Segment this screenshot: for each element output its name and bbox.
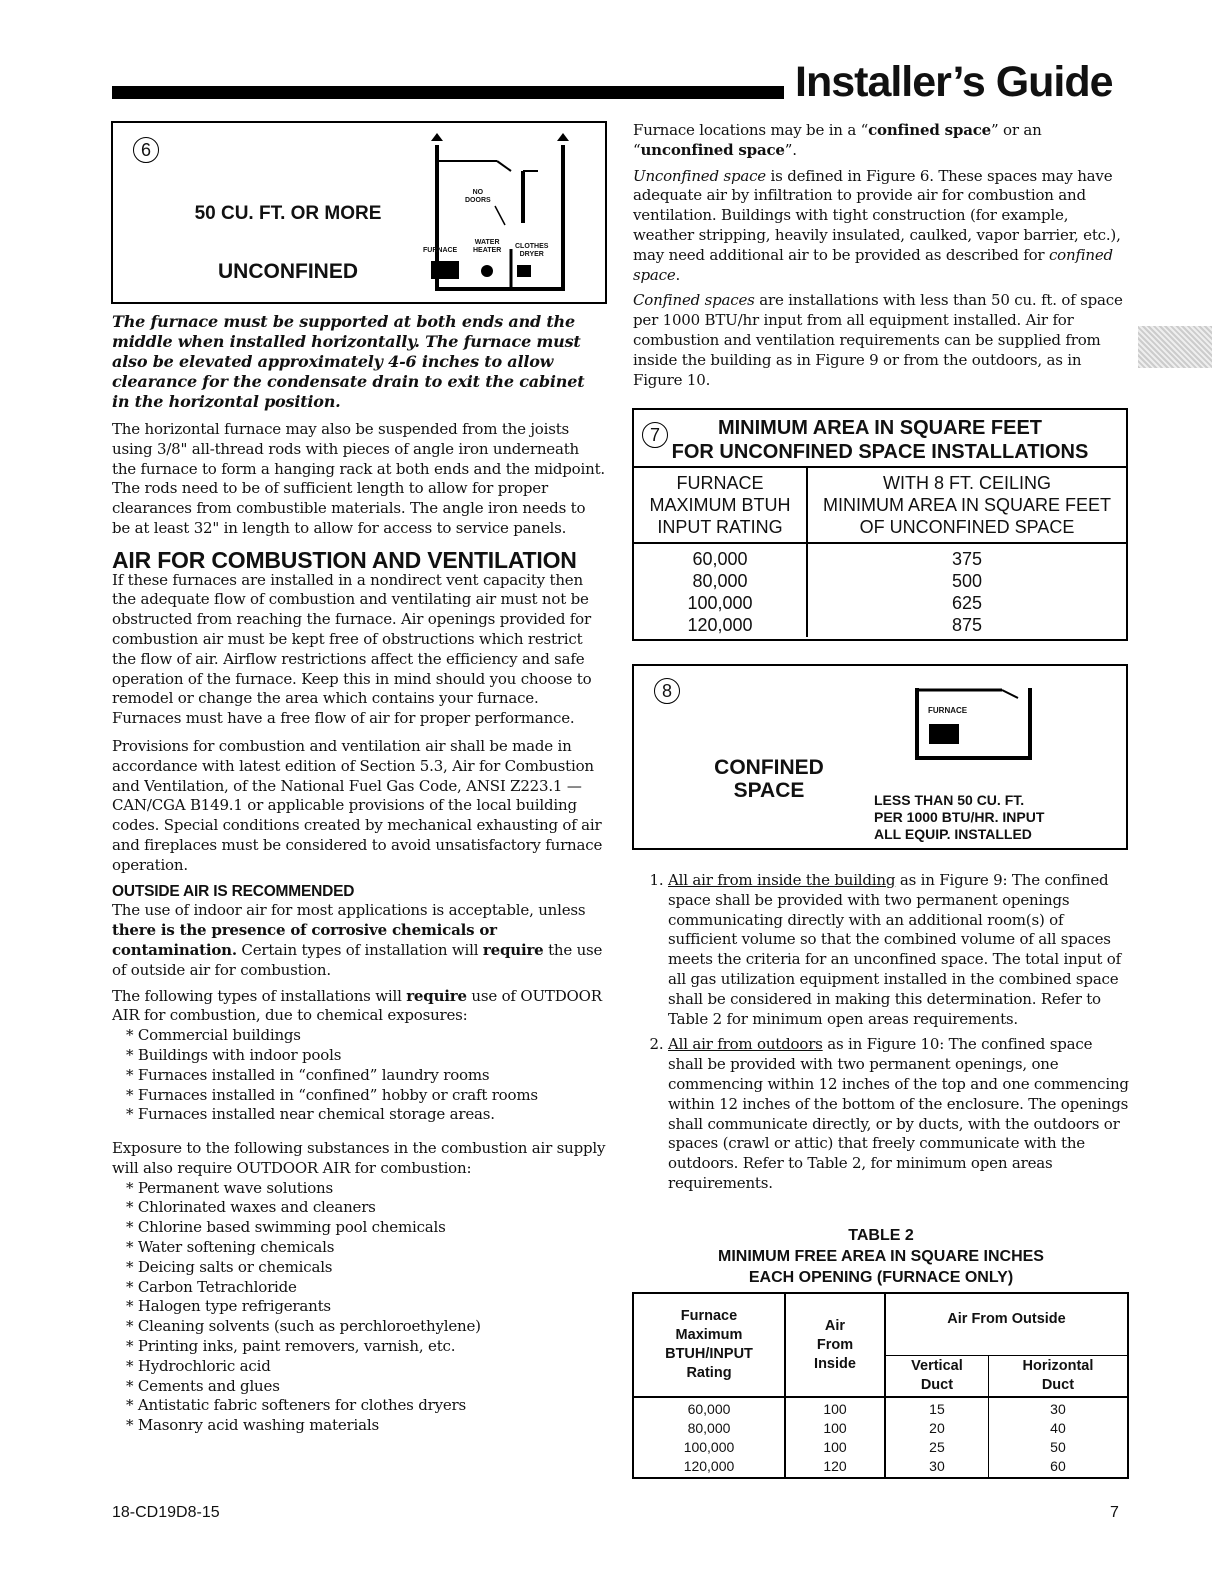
list-item: * Cements and glues	[126, 1377, 606, 1397]
list-item: * Commercial buildings	[126, 1026, 606, 1046]
minimum-free-area-table	[632, 1292, 1129, 1479]
page-number: 7	[1110, 1504, 1119, 1521]
list-item: * Chlorinated waxes and cleaners	[126, 1198, 606, 1218]
table-cell: 30 40 50 60	[1050, 1401, 1066, 1474]
column-header: FURNACE MAXIMUM BTUH INPUT RATING	[634, 467, 807, 543]
exposure-paragraph: Exposure to the following substances in the combustion air supply will also require OUTDOOR AIR for combustion:	[112, 1139, 606, 1177]
column-header: Air From Inside	[785, 1293, 885, 1397]
provisions-paragraph: Provisions for combustion and ventilation air shall be made in accordance with latest edition of Section 5.3, Air for Combustion and Ventilation, of the National Fuel Gas Code, ANSI Z223.1 — CAN/CGA B149.1 or applicable provisions of the local building codes. Special conditions created by mechanical exhausting of air and fireplaces must be considered to avoid unsatisfactory furnace operation.	[112, 736, 603, 874]
figure-number: 8	[654, 678, 680, 704]
substance-list	[112, 1179, 606, 1436]
figure-7-table	[632, 408, 1128, 641]
furnace-label: FURNACE	[928, 706, 968, 715]
document-code: 18-CD19D8-15	[112, 1504, 220, 1521]
figure-8	[632, 664, 1128, 850]
table-2-title: TABLE 2 MINIMUM FREE AREA IN SQUARE INCHES EACH OPENING (FURNACE ONLY)	[718, 1227, 1044, 1286]
list-item: * Hydrochloric acid	[126, 1357, 606, 1377]
unconfined-paragraph: Unconfined space is defined in Figure 6. These spaces may have adequate air by infiltration to provide air for combustion and ventilation. Buildings with tight construction (for example, weather stripping, heavily insulated, caulked, vapor barrier, etc.), may need additional air to be provided as described for confined space.	[633, 166, 1121, 284]
list-item: * Cleaning solvents (such as perchloroethylene)	[126, 1317, 606, 1337]
confined-note: LESS THAN 50 CU. FT. PER 1000 BTU/HR. INPUT ALL EQUIP. INSTALLED	[874, 792, 1045, 842]
left-column	[112, 312, 606, 1436]
list-item: * Masonry acid washing materials	[126, 1416, 606, 1436]
list-item: * Printing inks, paint removers, varnish, etc.	[126, 1337, 606, 1357]
figure-number: 7	[642, 422, 668, 448]
air-paragraph: If these furnaces are installed in a nondirect vent capacity then the adequate flow of combustion and ventilating air must not be obstructed from reaching the furnace. Air openings provided for combustion air must be kept free of obstructions which restrict the flow of air. Airflow restrictions affect the efficiency and safe operation of the furnace. Keep this in mind should you choose to remodel or change the area which contains your furnace. Furnaces must have a free flow of air for proper performance.	[112, 570, 592, 728]
list-item: * Halogen type refrigerants	[126, 1297, 606, 1317]
table-row	[633, 1397, 1128, 1478]
column-header: Furnace Maximum BTUH/INPUT Rating	[633, 1293, 785, 1397]
table-cell: 100 100 100 120	[785, 1397, 885, 1478]
table-cell: 60,000 80,000 100,000 120,000	[634, 543, 807, 637]
figure-6	[111, 121, 607, 304]
column-header: Air From Outside	[885, 1293, 1128, 1356]
header-rule	[112, 86, 784, 99]
scan-artifact	[1138, 326, 1212, 368]
confined-air-list	[633, 871, 1129, 1200]
locations-paragraph: Furnace locations may be in a “confined space” or an “unconfined space”.	[633, 121, 1042, 159]
list-item: * Permanent wave solutions	[126, 1179, 606, 1199]
section-heading-air: AIR FOR COMBUSTION AND VENTILATION	[112, 546, 577, 573]
table-cell: 375 500 625 875	[951, 549, 983, 635]
table-title: MINIMUM AREA IN SQUARE FEET FOR UNCONFINED SPACE INSTALLATIONS	[671, 417, 1089, 463]
horizontal-support-note: The furnace must be supported at both ends and the middle when installed horizontally. The furnace must also be elevated approximately 4-6 inches to allow clearance for the condensate drain to exit the cabinet in the horizontal position.	[112, 312, 585, 411]
column-header: Horizontal Duct	[988, 1356, 1128, 1398]
table-cell: 15 20 25 30	[885, 1397, 988, 1478]
confined-space-label: CONFINED SPACE	[714, 756, 824, 802]
column-header: WITH 8 FT. CEILING MINIMUM AREA IN SQUARE FEET OF UNCONFINED SPACE	[822, 473, 1112, 537]
fig6-label: UNCONFINED	[218, 260, 358, 283]
list-item: 1. All air from inside the building as in Figure 9: The confined space shall be provided with two permanent openings communicating directly with an additional room(s) of sufficient volume so that the combined volume of all spaces meets the criteria for an unconfined space. The total input of all gas utilization equipment installed in the combined space shall be considered in making this determination. Refer to Table 2 for minimum open areas requirements.	[668, 871, 1129, 1029]
suspend-paragraph: The horizontal furnace may also be suspended from the joists using 3/8" all-thread rods with pieces of angle iron underneath the furnace to form a hanging rack at both ends and the midpoint. The rods need to be of sufficient length to allow for proper clearances from combustible materials. The angle iron needs to be at least 32" in length to allow for access to service panels.	[112, 420, 605, 537]
subheading-outside-air: OUTSIDE AIR IS RECOMMENDED	[112, 882, 355, 900]
fig6-capacity: 50 CU. FT. OR MORE	[194, 203, 382, 224]
list-item: * Water softening chemicals	[126, 1238, 606, 1258]
furnace-label: FURNACE	[423, 247, 458, 254]
list-item: * Buildings with indoor pools	[126, 1046, 606, 1066]
unconfined-room-diagram	[413, 131, 583, 303]
page-title: Installer’s Guide	[795, 58, 1113, 106]
figure-number: 6	[133, 137, 159, 163]
installation-types-paragraph: The following types of installations will require use of OUTDOOR AIR for combustion, due to chemical exposures:	[112, 986, 602, 1025]
list-item: 2. All air from outdoors as in Figure 10: The confined space shall be provided with two permanent openings, one commencing within 12 inches of the top and one commencing within 12 inches of the bottom of the enclosure. The openings shall communicate directly, or by ducts, with the outdoors or spaces (crawl or attic) that freely communicate with the outdoors. Refer to Table 2, for minimum open areas requirements.	[668, 1035, 1129, 1193]
list-item: * Chlorine based swimming pool chemicals	[126, 1218, 606, 1238]
no-doors-label: NO DOORS	[465, 189, 491, 204]
confined-room-diagram	[912, 682, 1042, 764]
installation-list	[112, 1026, 606, 1125]
table-cell: 60,000 80,000 100,000 120,000	[633, 1397, 785, 1478]
list-item: * Furnaces installed in “confined” hobby or craft rooms	[126, 1086, 606, 1106]
unconfined-area-table	[634, 466, 1126, 637]
column-header: Vertical Duct	[885, 1356, 988, 1398]
clothes-dryer-label: CLOTHES DRYER	[515, 243, 549, 258]
list-item: * Furnaces installed in “confined” laundry rooms	[126, 1066, 606, 1086]
water-heater-label: WATER HEATER	[473, 239, 502, 254]
right-column-intro	[633, 121, 1129, 396]
list-item: * Antistatic fabric softeners for clothes dryers	[126, 1396, 606, 1416]
list-item: * Carbon Tetrachloride	[126, 1278, 606, 1298]
confined-paragraph: Confined spaces are installations with less than 50 cu. ft. of space per 1000 BTU/hr input from all equipment installed. Air for combustion and ventilation requirements can be supplied from inside the building as in Figure 9 or from the outdoors, as in Figure 10.	[633, 291, 1123, 389]
indoor-air-paragraph: The use of indoor air for most applications is acceptable, unless there is the presence of corrosive chemicals or contamination. Certain types of installation will require the use of outside air for combustion.	[112, 901, 603, 979]
list-item: * Deicing salts or chemicals	[126, 1258, 606, 1278]
list-item: * Furnaces installed near chemical storage areas.	[126, 1105, 606, 1125]
